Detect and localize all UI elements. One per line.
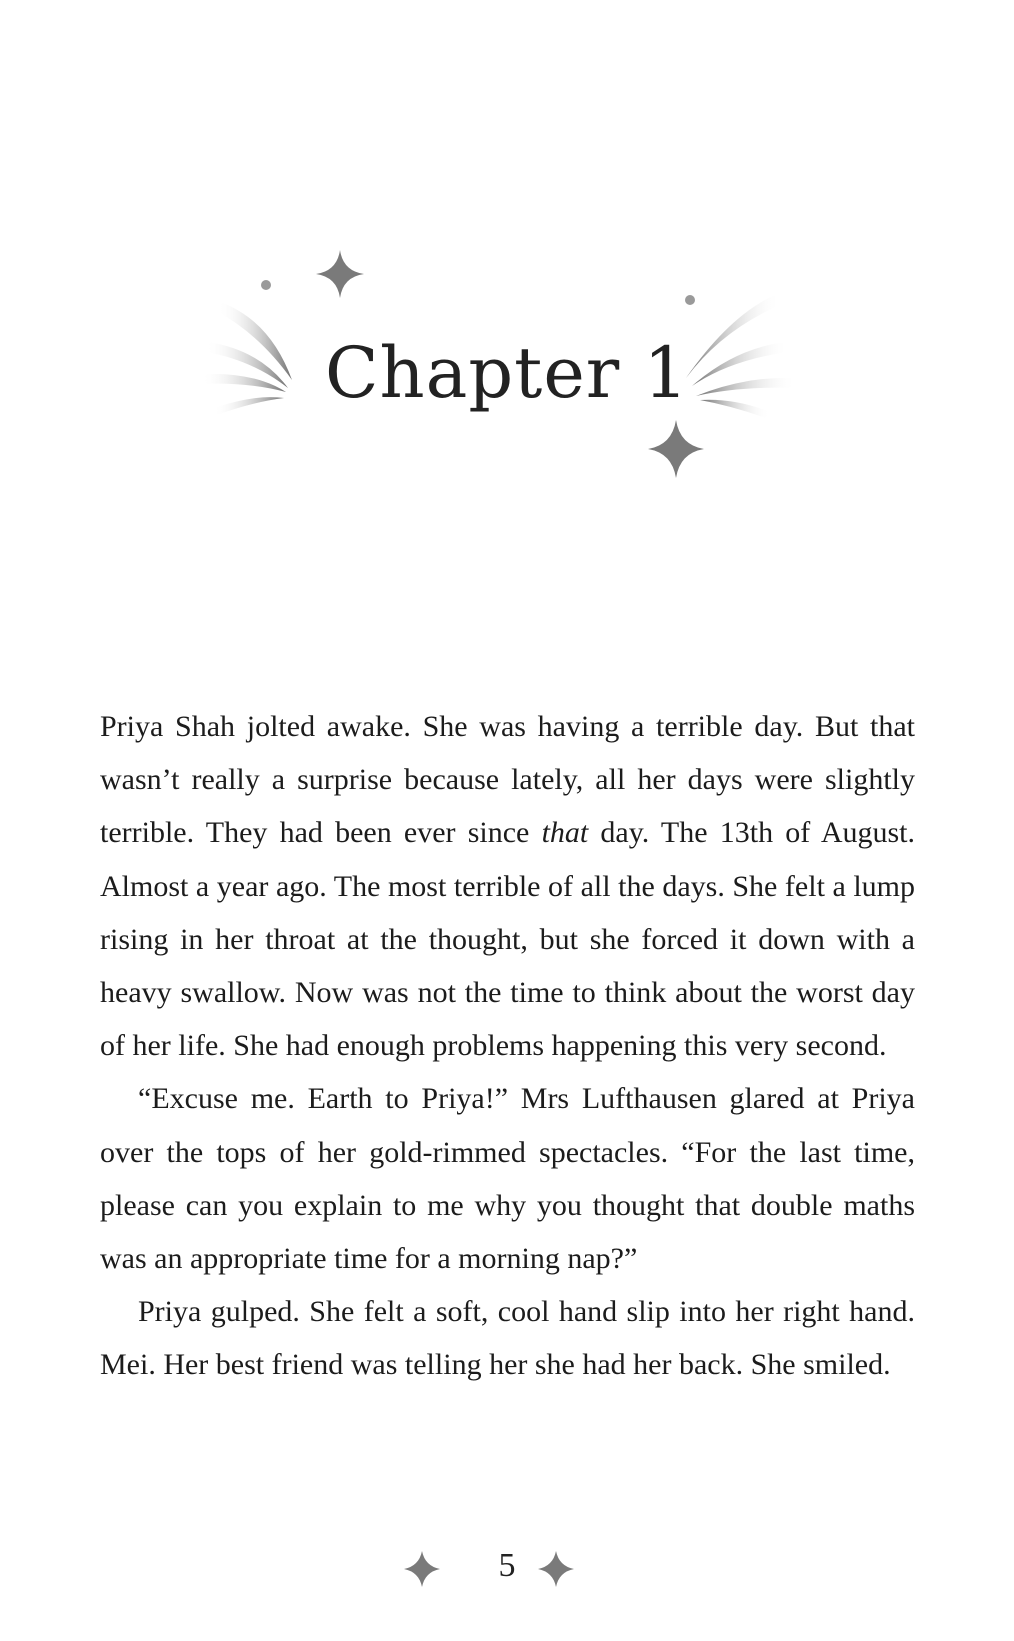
sparkle-star-icon <box>538 1551 574 1587</box>
paragraph: Priya Shah jolted awake. She was having a terrible day. But that wasn’t really a surprise because lately, all her days were slightly terrible. They had been ever since that day. The 13th of August. Almost a year ago. The most terrible of all the days. She felt a lump rising in her throat at the thought, but she forced it down with a heavy swallow. Now was not the time to think about the worst day of her life. She had enough problems happening this very second. <box>100 710 915 1063</box>
sparkle-star-icon <box>648 420 704 478</box>
page-footer <box>0 1545 1014 1589</box>
dot-icon <box>261 280 271 290</box>
chapter-body <box>100 700 915 1392</box>
emphasis: that <box>541 816 589 850</box>
page-number: 5 <box>498 1547 516 1584</box>
chapter-title: Chapter 1 <box>325 332 689 414</box>
sparkle-star-icon <box>316 250 364 298</box>
paragraph: Priya gulped. She felt a soft, cool hand slip into her right hand. Mei. Her best friend was telling her she had her back. She smiled. <box>100 1295 915 1382</box>
dot-icon <box>685 295 695 305</box>
paragraph: “Excuse me. Earth to Priya!” Mrs Lufthausen glared at Priya over the tops of her gold-rimmed spectacles. “For the last time, please can you explain to me why you thought that double maths was an appropriate time for a morning nap?” <box>100 1082 915 1276</box>
sparkle-star-icon <box>404 1551 440 1587</box>
